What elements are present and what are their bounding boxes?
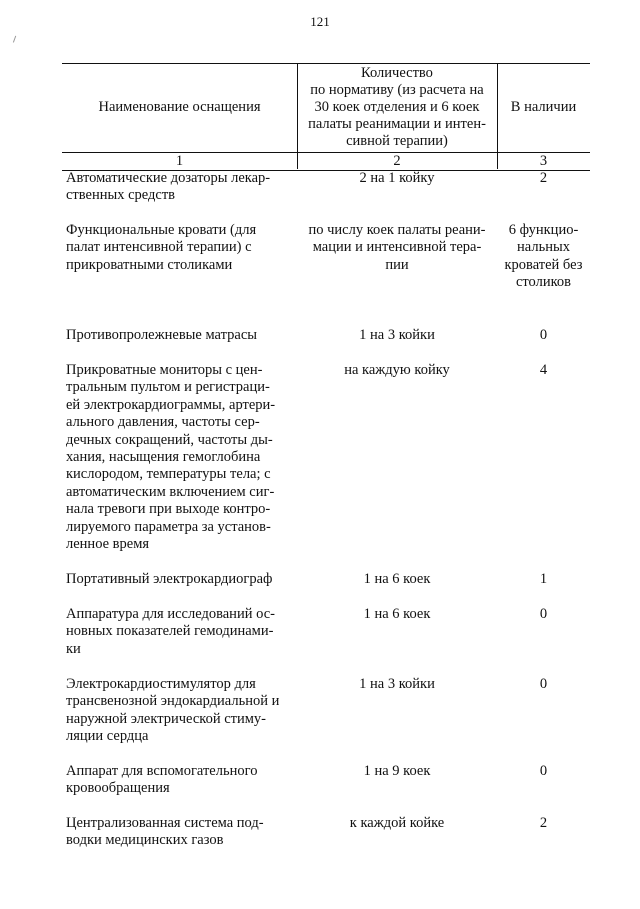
available-quantity: 0 xyxy=(539,763,548,779)
column-number-1: 1 xyxy=(175,153,184,169)
norm-quantity: по числу коек палаты реани- мации и интенсивной тера- пии xyxy=(308,222,486,273)
equipment-name: Электрокардиостимулятор для трансвенозной эндокардиальной и наружной электрической стиму- ляции сердца xyxy=(66,676,280,745)
column-number-row xyxy=(62,152,590,171)
equipment-name: Централизованная система под- водки медицинских газов xyxy=(66,815,264,849)
equipment-name: Функциональные кровати (для палат интенсивной терапии) с прикроватными столиками xyxy=(66,222,257,273)
header-available: В наличии xyxy=(510,99,577,115)
available-quantity: 1 xyxy=(539,571,548,587)
available-quantity: 6 функцио- нальных кроватей без столиков xyxy=(504,222,583,291)
equipment-name: Аппаратура для исследований ос- новных показателей гемодинами- ки xyxy=(66,606,275,657)
margin-mark xyxy=(13,36,18,44)
available-quantity: 0 xyxy=(539,606,548,622)
header-equipment-name: Наименование оснащения xyxy=(98,99,261,115)
table-header-row xyxy=(62,63,590,152)
norm-quantity: на каждую койку xyxy=(344,362,450,378)
available-quantity: 0 xyxy=(539,676,548,692)
norm-quantity: 1 на 6 коек xyxy=(363,606,431,622)
norm-quantity: 1 на 6 коек xyxy=(363,571,431,587)
page-number: 121 xyxy=(310,14,330,29)
column-number-3: 3 xyxy=(539,153,548,169)
equipment-name: Аппарат для вспомогательного кровообращения xyxy=(66,763,258,797)
norm-quantity: 1 на 3 койки xyxy=(359,676,435,692)
equipment-name: Противопролежневые матрасы xyxy=(66,327,257,343)
available-quantity: 0 xyxy=(539,327,548,343)
norm-quantity: к каждой койке xyxy=(349,815,445,831)
column-number-2: 2 xyxy=(393,153,401,169)
norm-quantity: 2 на 1 койку xyxy=(359,170,435,186)
norm-quantity: 1 на 9 коек xyxy=(363,763,431,779)
norm-quantity: 1 на 3 койки xyxy=(359,327,435,343)
available-quantity: 4 xyxy=(539,362,548,378)
equipment-name: Автоматические дозаторы лекар- ственных средств xyxy=(66,170,271,204)
available-quantity: 2 xyxy=(539,170,548,186)
header-norm-quantity: Количество по нормативу (из расчета на 30 коек отделения и 6 коек палаты реанимации и интен- сивной терапии) xyxy=(308,65,486,149)
equipment-name: Прикроватные мониторы с цен- тральным пультом и регистраци- ей электрокардиограммы, артери- ального давления, частоты сер- дечных сокращений, частоты ды- хания, насыщения гемоглобина кислородом, температуры тела; с автоматическим включением сиг- нала тревоги при выходе контро- лируемого параметра за установ- ленное время xyxy=(66,362,276,553)
equipment-name: Портативный электрокардиограф xyxy=(66,571,273,587)
available-quantity: 2 xyxy=(539,815,548,831)
